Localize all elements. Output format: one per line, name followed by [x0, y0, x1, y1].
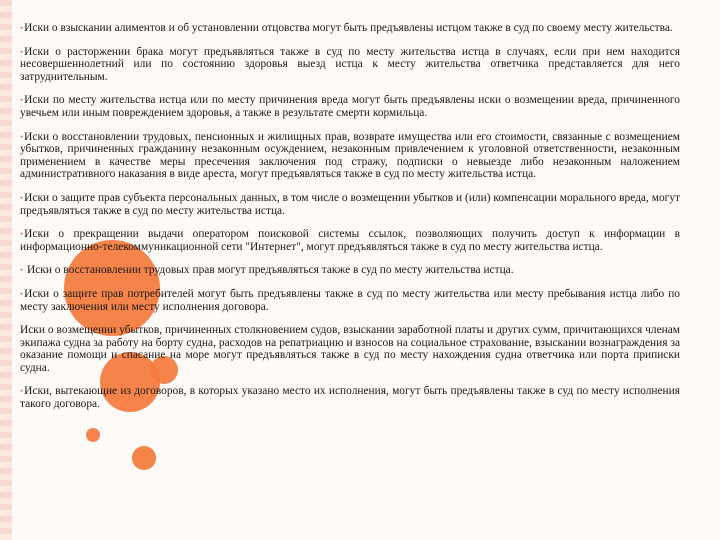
paragraph [20, 324, 680, 374]
bullet-icon: • [20, 265, 24, 276]
bullet-icon: • [20, 192, 24, 203]
bullet-icon: • [20, 23, 24, 33]
paragraph-text: Иски по месту жительства истца или по месту причинения вреда могут быть предъявлены иски о возмещении вреда, причиненного увечьем или иным повреждением здоровья, а также в результате смерти кормильца. [20, 94, 680, 119]
paragraph [20, 22, 680, 35]
paragraph-text: Иски о защите прав субъекта персональных данных, в том числе о возмещении убытков и (или) компенсации морального вреда, могут предъявляться также в суд по месту жительства истца. [20, 191, 680, 217]
paragraph-text: Иски о восстановлении трудовых, пенсионных и жилищных прав, возврате имущества или его стоимости, связанные с возмещением убытков, причиненных гражданину незаконным осуждением, незаконным привлечением к уголовной ответственности, незаконным применением в качестве меры пресечения заключения под стражу, подписки о невыезде либо незаконным наложением административного наказания в виде ареста, могут предъявляться также в суд по месту жительства истца. [20, 130, 680, 181]
paragraph [20, 192, 680, 217]
paragraph-text: Иски о взыскании алиментов и об установлении отцовства могут быть предъявлены истцом также в суд по своему месту жительства. [24, 22, 673, 34]
paragraph [20, 46, 680, 84]
bullet-icon: • [20, 229, 24, 240]
bullet-icon: • [20, 95, 24, 106]
paragraph-text: Иски о возмещении убытков, причиненных столкновением судов, взыскании заработной платы и других сумм, причитающихся членам экипажа судна за работу на борту судна, расходов на репатриацию и взносов на социальное страхование, взыскании вознаграждения за оказание помощи и спасание на море могут предъявляться также в суд по месту нахождения судна ответчика или порта приписки судна. [20, 324, 680, 374]
left-decorative-stripe [0, 0, 12, 540]
bullet-icon: • [20, 386, 24, 397]
bullet-icon: • [20, 46, 24, 57]
bullet-icon: • [20, 131, 24, 142]
bullet-icon: • [20, 288, 24, 299]
paragraph-text: Иски о расторжении брака могут предъявляться также в суд по месту жительства истца в случаях, если при нем находится несовершеннолетний или по состоянию здоровья выезд истца к месту жительства ответчика представляется для него затруднительным. [20, 45, 680, 83]
paragraph-text: Иски о защите прав потребителей могут быть предъявлены также в суд по месту жительства или месту пребывания истца либо по месту заключения или месту исполнения договора. [20, 287, 680, 313]
paragraph-text: Иски о прекращении выдачи оператором поисковой системы ссылок, позволяющих получить доступ к информации в информационно-телекоммуникационной сети "Интернет", могут предъявляться также в суд по месту жительства истца. [20, 228, 680, 253]
paragraph [20, 385, 680, 410]
paragraph-text: Иски о восстановлении трудовых прав могут предъявляться также в суд по месту жительства истца. [24, 264, 514, 277]
slide-body-text [20, 22, 680, 422]
paragraph [20, 264, 680, 277]
decorative-circle-small [132, 446, 156, 470]
paragraph [20, 94, 680, 119]
decorative-circle-tiny [86, 428, 100, 442]
paragraph-text: Иски, вытекающие из договоров, в которых указано место их исполнения, могут быть предъявлены также в суд по месту исполнения такого договора. [20, 385, 680, 411]
paragraph [20, 131, 680, 181]
paragraph [20, 228, 680, 253]
paragraph [20, 288, 680, 313]
